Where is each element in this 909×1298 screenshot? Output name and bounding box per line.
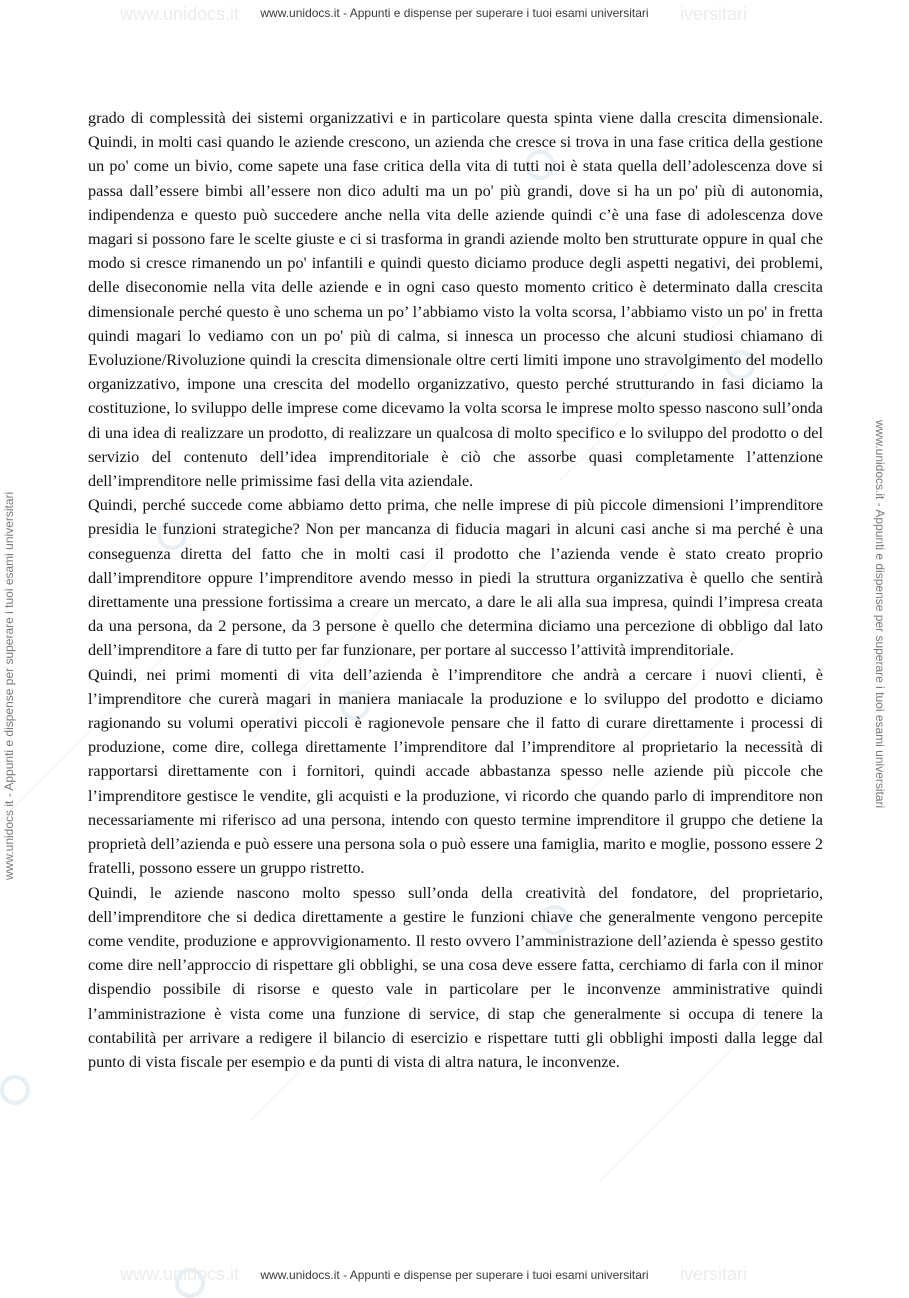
paragraph: grado di complessità dei sistemi organizzativi e in particolare questa spinta viene dalla crescita dimensionale. Quindi, in molti casi quando le aziende crescono, un azienda che cresce si trova in una fase critica della gestione un po' come un bivio, come sapete una fase critica della vita di tutti noi è stata quella dell’adolescenza dove si passa dall’essere bimbi all’essere non dico adulti ma un po' più grandi, dove si ha un po' più di autonomia, indipendenza e questo può succedere anche nella vita delle aziende quindi c’è una fase di adolescenza dove magari si possono fare le scelte giuste e ci si trasforma in grandi aziende molto ben strutturate oppure in qual che modo si cresce rimanendo un po' infantili e quindi questo diciamo produce degli aspetti negativi, dei problemi, delle diseconomie nella vita delle aziende e in ogni caso questo momento critico è determinato dalla crescita dimensionale perché questo è uno schema un po’ l’abbiamo visto la volta scorsa, l’abbiamo visto un po' in fretta quindi magari lo vediamo con un po' più di calma, si innesca un processo che alcuni studiosi chiamano di Evoluzione/Rivoluzione quindi la crescita dimensionale oltre certi limiti impone uno stravolgimento del modello organizzativo, impone una crescita del modello organizzativo, questo perché strutturando in fasi diciamo la costituzione, lo sviluppo delle imprese come dicevamo la volta scorsa le imprese molto spesso nascono sull’onda di una idea di realizzare un prodotto, di realizzare un qualcosa di molto specifico e lo sviluppo del prodotto o del servizio del contenuto dell’idea imprenditoriale è ciò che assorbe quasi completamente l’attenzione dell’imprenditore nelle primissime fasi della vita aziendale. bbox=[88, 109, 823, 491]
header-watermark: www.unidocs.it - Appunti e dispense per superare i tuoi esami universitari bbox=[260, 6, 649, 20]
footer-watermark: www.unidocs.it - Appunti e dispense per superare i tuoi esami universitari bbox=[260, 1268, 649, 1282]
document-body bbox=[88, 106, 823, 1074]
left-side-watermark: www.unidocs.it - Appunti e dispense per superare i tuoi esami universitari bbox=[2, 491, 16, 880]
right-side-watermark: www.unidocs.it - Appunti e dispense per superare i tuoi esami universitari bbox=[873, 420, 887, 809]
paragraph: Quindi, le aziende nascono molto spesso sull’onda della creatività del fondatore, del proprietario, dell’imprenditore che si dedica direttamente a gestire le funzioni chiave che generalmente vengono percepite come vendite, produzione e approvvigionamento. Il resto ovvero l’amministrazione dell’azienda è spesso gestito come dire nell’approccio di rispettare gli obblighi, se una cosa deve essere fatta, cerchiamo di farla con il minor dispendio possibile di risorse e questo vale in particolare per le inconvenze amministrative quindi l’amministrazione è vista come una funzione di service, di stap che generalmente si occupa di tenere la contabilità per arrivare a redigere il bilancio di esercizio e rispettare tutti gli obblighi imposti dalla legge dal punto di vista fiscale per esempio e da punti di vista di altra natura, le inconvenze. bbox=[88, 883, 823, 1071]
watermark-logo-icon bbox=[0, 1075, 30, 1105]
paragraph: Quindi, nei primi momenti di vita dell’azienda è l’imprenditore che andrà a cercare i nuovi clienti, è l’imprenditore che curerà magari in maniera maniacale la produzione e lo sviluppo del prodotto e diciamo ragionando su volumi operativi piccoli è ragionevole pensare che il fatto di curare direttamente i processi di produzione, come dire, collega direttamente l’imprenditore dal l’imprenditore al proprietario la necessità di rapportarsi direttamente con i fornitori, quindi accade abbastanza spesso nelle aziende più piccole che l’imprenditore gestisce le vendite, gli acquisti e la produzione, vi ricordo che quando parlo di imprenditore non necessariamente mi riferisco ad una persona, intendo con questo termine imprenditore il gruppo che detiene la proprietà dell’azienda e può essere una persona sola o può essere una famiglia, marito e moglie, possono essere 2 fratelli, possono essere un gruppo ristretto. bbox=[88, 665, 823, 878]
paragraph: Quindi, perché succede come abbiamo detto prima, che nelle imprese di più piccole dimensioni l’imprenditore presidia le funzioni strategiche? Non per mancanza di fiducia magari in alcuni casi anche si ma perché è una conseguenza diretta del fatto che in molti casi il prodotto che l’azienda vende è stato creato proprio dall’imprenditore oppure l’imprenditore avendo messo in piedi la struttura organizzativa è quello che sentirà direttamente una pressione fortissima a creare un mercato, a dare le ali alla sua impresa, quindi l’impresa creata da una persona, da 2 persone, da 3 persone è quello che determina diciamo una percezione di obbligo dal lato dell’imprenditore a fare di tutto per far funzionare, per portare al successo l’attività imprenditoriale. bbox=[88, 496, 823, 660]
header-ghost-watermark-right: iversitari bbox=[680, 4, 748, 24]
footer-ghost-watermark-right: iversitari bbox=[680, 1264, 748, 1284]
header-ghost-watermark: www.unidocs.it bbox=[120, 4, 240, 24]
watermark-logo-icon bbox=[175, 1268, 205, 1298]
footer-ghost-watermark: www.unidocs.it bbox=[120, 1264, 240, 1284]
